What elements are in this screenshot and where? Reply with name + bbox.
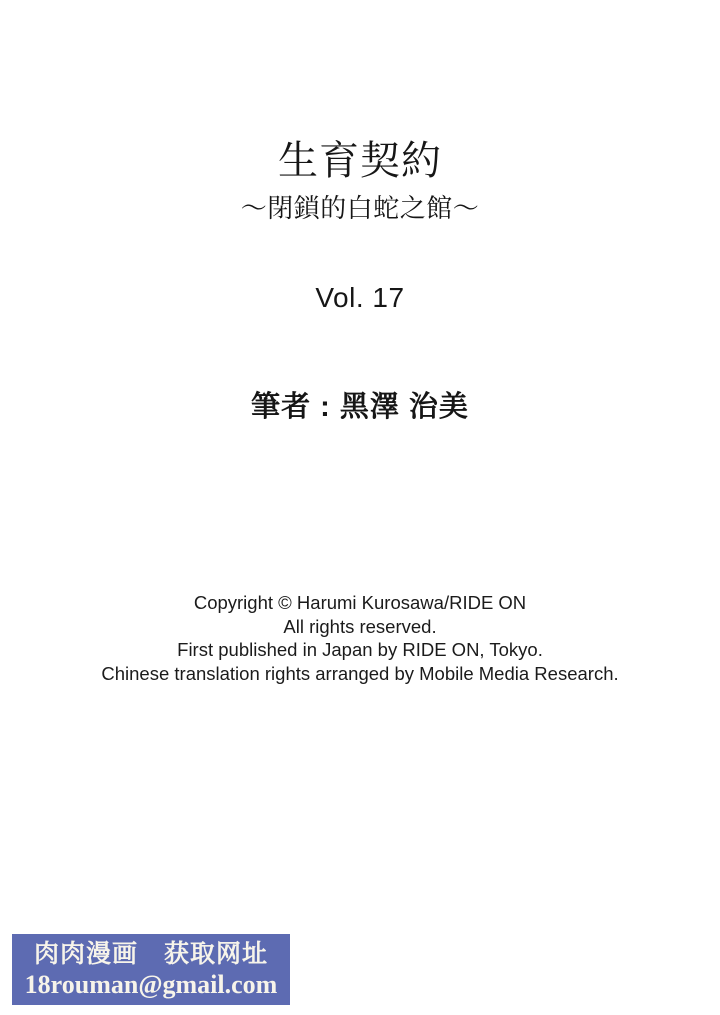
copyright-line-3: First published in Japan by RIDE ON, Tokyo. xyxy=(177,639,543,660)
copyright-line-1: Copyright © Harumi Kurosawa/RIDE ON xyxy=(193,592,527,613)
watermark-email: 18rouman@gmail.com xyxy=(24,969,278,999)
page-subtitle: ～閉鎖的白蛇之館～ xyxy=(240,193,480,223)
copyright-block xyxy=(0,591,720,685)
copyright-line-2: All rights reserved. xyxy=(283,615,437,637)
watermark-box xyxy=(12,934,290,1005)
volume-label: Vol. 17 xyxy=(315,282,405,313)
author-line: 筆者 : 黑澤 治美 xyxy=(251,391,469,423)
watermark-site-name: 肉肉漫画 获取网址 xyxy=(33,939,268,968)
page-title: 生育契約 xyxy=(278,139,442,183)
copyright-line-4: Chinese translation rights arranged by Mobile Media Research. xyxy=(101,662,619,684)
